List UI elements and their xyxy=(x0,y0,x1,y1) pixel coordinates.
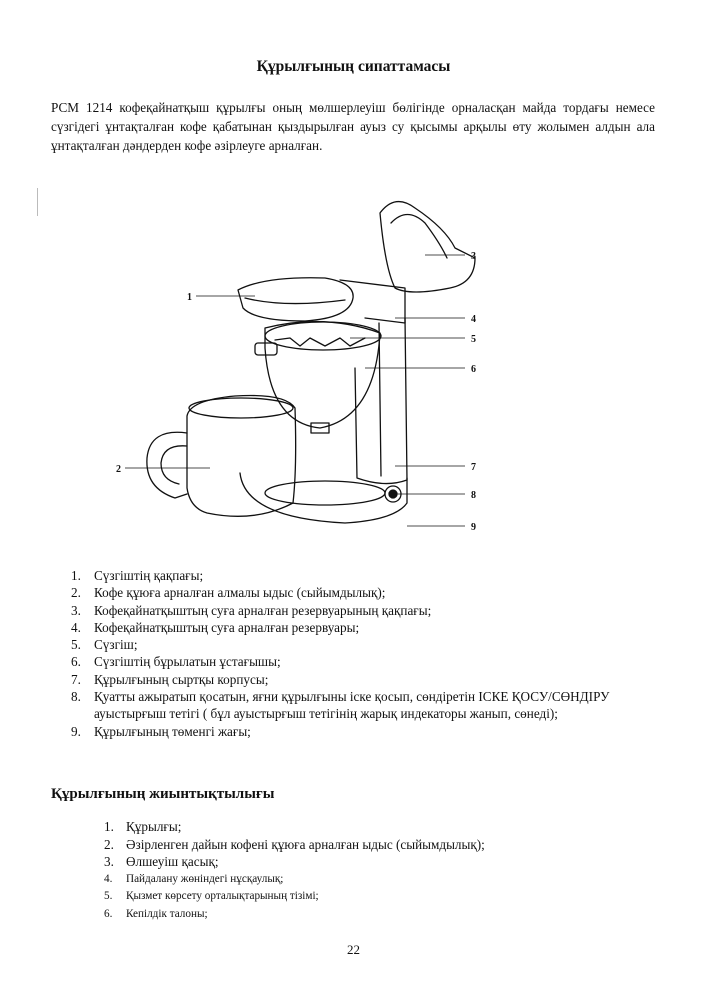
callout-6: 6 xyxy=(471,364,476,375)
parts-list-item: 7. Құрылғының сыртқы корпусы; xyxy=(71,671,269,687)
page-number: 22 xyxy=(347,942,360,957)
kit-list-item: 5. Қызмет көрсету орталықтарының тізімі; xyxy=(104,890,319,903)
kit-list xyxy=(104,818,664,924)
section-title: Құрылғының сипаттамасы xyxy=(256,58,451,75)
parts-list-item: 5. Сүзгіш; xyxy=(71,637,138,653)
parts-list-item: 2. Кофе құюға арналған алмалы ыдыс (сыйымдылық); xyxy=(71,585,386,601)
coffee-maker-diagram xyxy=(95,188,495,558)
carafe-handle xyxy=(147,432,187,498)
filter-holder xyxy=(265,322,380,428)
filter-lid xyxy=(238,278,353,321)
callout-9: 9 xyxy=(471,522,476,533)
intro-paragraph: РСМ 1214 кофеқайнатқыш құрылғы оның мөлшерлеуіш бөлігінде орналасқан майда тордағы немесе сүзгідегі ұнтақталған кофе қабатынан қыздырылған ауыз су қысымы арқылы өту жолымен алдын ала ұнтақталған дәндерден кофе әзірлеуге арналған. xyxy=(51,100,655,153)
parts-list-item: 3. Кофеқайнатқыштың суға арналған резервуарының қақпағы; xyxy=(71,602,432,618)
callout-4: 4 xyxy=(471,314,476,325)
carafe-handle-inner xyxy=(161,446,187,484)
scan-margin-mark xyxy=(37,188,38,216)
parts-list-item: 8. Қуатты ажыратып қосатын, яғни құрылғыны іске қосып, сөндіретін ІСКЕ ҚОСУ/СӨНДІРУ ауыстырғыш тетігі ( бұл ауыстырғыш тетігінің жарық индекаторы жанып, сөнеді); xyxy=(71,689,610,722)
reservoir-lid-rim xyxy=(391,215,447,259)
callout-1: 1 xyxy=(187,292,192,303)
filter-mesh xyxy=(275,338,365,346)
parts-list xyxy=(71,567,661,740)
filter-lid-edge xyxy=(245,298,345,304)
reservoir-lid xyxy=(380,202,475,292)
kit-list-item: 4. Пайдалану жөніндегі нұсқаулық; xyxy=(104,872,284,885)
callout-3: 3 xyxy=(471,251,476,262)
parts-list-item: 9. Құрылғының төменгі жағы; xyxy=(71,723,251,739)
kit-list-item: 1. Құрылғы; xyxy=(104,819,182,834)
parts-list-item: 1. Сүзгіштің қақпағы; xyxy=(71,568,204,583)
warming-plate xyxy=(265,481,385,505)
callout-7: 7 xyxy=(471,462,476,473)
coffee-maker-illustration xyxy=(95,188,495,558)
carafe-lid xyxy=(189,398,293,418)
callout-2: 2 xyxy=(116,464,121,475)
filter-basket xyxy=(265,322,381,350)
kit-list-item: 2. Әзірленген дайын кофені құюға арналған ыдыс (сыйымдылық); xyxy=(104,836,485,852)
kit-list-item: 6. Кепілдік талоны; xyxy=(104,907,208,920)
kit-heading: Құрылғының жиынтықтылығы xyxy=(51,786,275,802)
water-reservoir xyxy=(340,280,405,323)
kit-list-item: 3. Өлшеуіш қасық; xyxy=(104,854,219,870)
coffee-carafe xyxy=(187,396,296,517)
callout-5: 5 xyxy=(471,334,476,345)
parts-list-item: 6. Сүзгіштің бұрылатын ұстағышы; xyxy=(71,654,281,670)
callout-8: 8 xyxy=(471,490,476,501)
parts-list-item: 4. Кофеқайнатқыштың суға арналған резервуары; xyxy=(71,619,360,635)
